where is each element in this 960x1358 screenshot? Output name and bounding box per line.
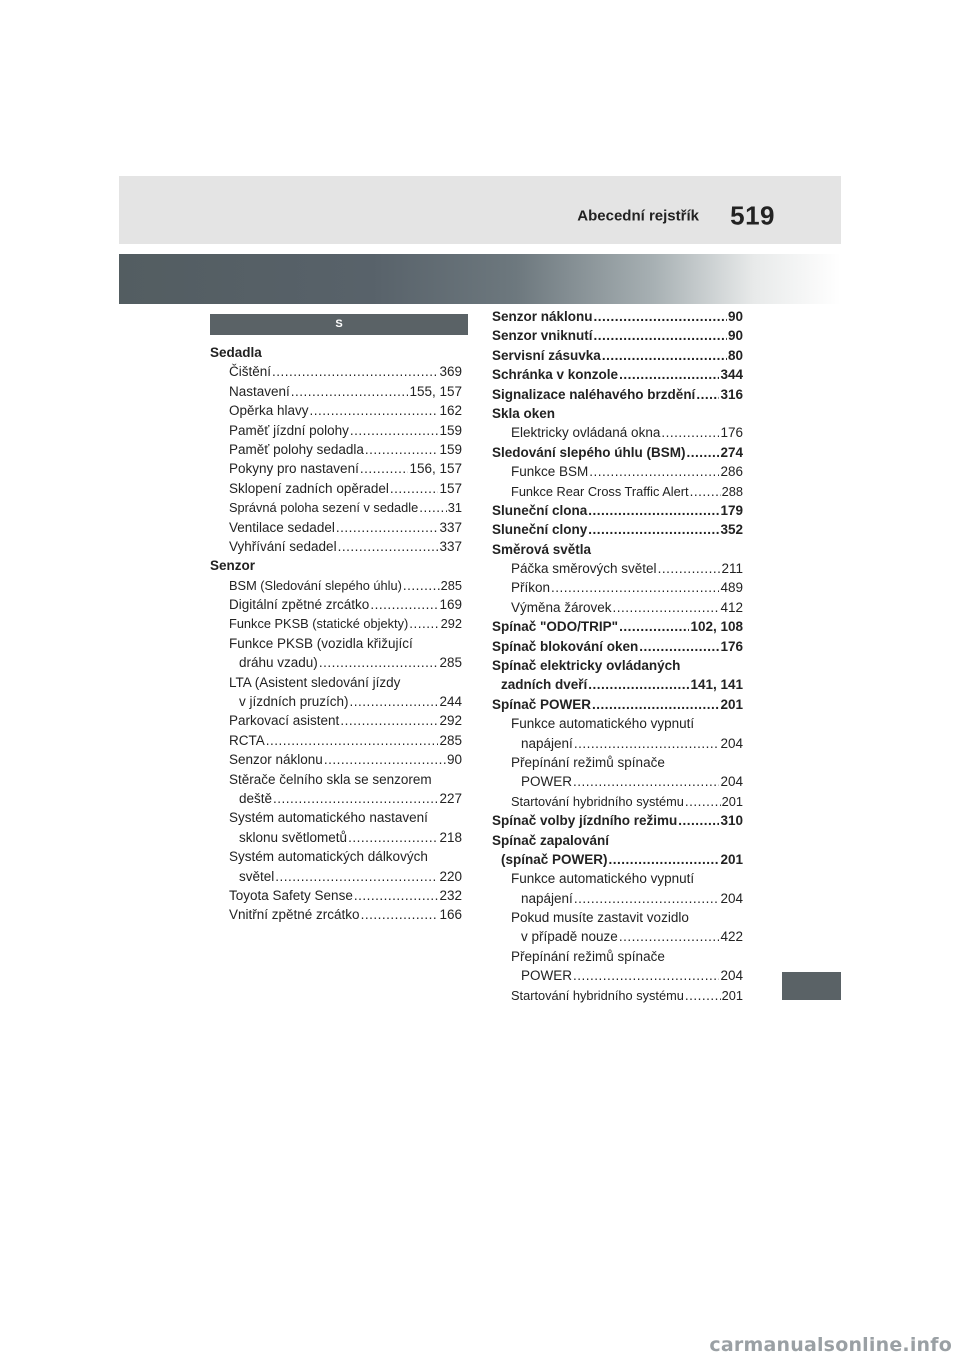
index-entry-term: v případě nouze	[521, 929, 618, 945]
index-entry	[492, 365, 743, 384]
index-entry-term: Výměna žárovek	[511, 599, 612, 615]
dot-leader	[370, 595, 438, 614]
index-entry-pages: 201	[720, 696, 743, 712]
index-column-right	[492, 307, 743, 1005]
index-entry-term: Toyota Safety Sense	[229, 887, 353, 903]
index-entry	[210, 653, 462, 672]
index-entry-pages: 166	[439, 907, 462, 923]
dot-leader	[588, 675, 689, 694]
index-entry-pages: 176	[720, 425, 743, 441]
index-entry	[492, 482, 743, 501]
index-entry	[492, 675, 743, 694]
dot-leader	[336, 518, 439, 537]
index-entry	[210, 362, 462, 381]
dot-leader	[589, 462, 719, 481]
index-entry	[210, 401, 462, 420]
index-entry-term: Elektricky ovládaná okna	[511, 425, 661, 441]
index-entry	[210, 343, 462, 362]
index-entry	[492, 307, 743, 326]
index-entry	[492, 850, 743, 869]
dot-leader	[350, 692, 439, 711]
index-entry-pages: 412	[720, 599, 743, 615]
dot-leader	[275, 867, 438, 886]
index-entry-pages: 159	[439, 441, 462, 457]
dot-leader	[403, 576, 440, 595]
dot-leader	[361, 905, 439, 924]
dot-leader	[639, 637, 719, 656]
dot-leader	[609, 850, 720, 869]
index-entry-term: Páčka směrových světel	[511, 561, 657, 577]
dot-leader	[678, 811, 719, 830]
index-entry	[210, 479, 462, 498]
dot-leader	[696, 385, 719, 404]
index-entry-term: Spínač volby jízdního režimu	[492, 813, 678, 829]
index-entry	[492, 598, 743, 617]
dot-leader	[658, 559, 721, 578]
index-entry-term: Sedadla	[210, 344, 262, 360]
index-entry	[492, 966, 743, 985]
index-entry-pages: 156, 157	[409, 461, 462, 477]
index-entry-term: dráhu vzadu)	[239, 655, 318, 671]
index-entry-pages: 369	[439, 364, 462, 380]
index-entry	[492, 346, 743, 365]
index-entry	[492, 501, 743, 520]
index-entry-term: sklonu světlometů	[239, 829, 348, 845]
index-entry	[210, 576, 462, 595]
page-number: 519	[730, 200, 775, 231]
index-entry	[492, 753, 743, 772]
index-entry-pages: 204	[720, 774, 743, 790]
index-entry-term: v jízdních pruzích)	[239, 694, 349, 710]
index-entry-pages: 316	[720, 386, 743, 402]
index-entry	[210, 750, 462, 769]
index-entry	[492, 559, 743, 578]
index-entry-term: Příkon	[511, 580, 551, 596]
index-entry-term: LTA (Asistent sledování jízdy	[229, 674, 401, 690]
index-entry-term: Paměť polohy sedadla	[229, 441, 364, 457]
index-entry	[492, 947, 743, 966]
index-entry-pages: 204	[720, 890, 743, 906]
index-entry	[210, 886, 462, 905]
index-entry	[210, 537, 462, 556]
index-entry	[210, 789, 462, 808]
dot-leader	[685, 986, 721, 1005]
index-entry-term: Přepínání režimů spínače	[511, 754, 665, 770]
index-column-left	[210, 343, 462, 925]
chapter-side-tab	[782, 972, 841, 1000]
index-entry	[492, 811, 743, 830]
index-entry-pages: 31	[447, 500, 462, 516]
index-entry-pages: 211	[721, 561, 743, 577]
dot-leader	[592, 695, 719, 714]
index-entry-term: Čištění	[229, 364, 272, 380]
index-entry-pages: 157	[439, 480, 462, 496]
index-entry-pages: 337	[439, 538, 462, 554]
index-entry-pages: 90	[727, 308, 743, 324]
index-entry-pages: 218	[439, 829, 462, 845]
dot-leader	[324, 750, 446, 769]
index-entry-pages: 285	[439, 655, 462, 671]
index-entry	[492, 695, 743, 714]
index-entry	[492, 385, 743, 404]
index-entry	[210, 421, 462, 440]
index-entry-term: Systém automatických dálkových	[229, 849, 428, 865]
dot-leader	[365, 440, 439, 459]
dot-leader	[619, 617, 689, 636]
dot-leader	[687, 443, 720, 462]
header-gradient-band	[119, 254, 841, 304]
dot-leader	[338, 537, 439, 556]
index-entry-term: Systém automatického nastavení	[229, 810, 428, 826]
index-entry-term: Funkce BSM	[511, 464, 589, 480]
index-entry-term: napájení	[521, 735, 573, 751]
index-entry-pages: 220	[439, 868, 462, 884]
index-entry-term: Skla oken	[492, 405, 556, 421]
index-entry-term: Signalizace naléhavého brzdění	[492, 386, 696, 402]
index-entry-term: Startování hybridního systému	[511, 987, 684, 1003]
dot-leader	[619, 927, 720, 946]
dot-leader	[419, 498, 447, 517]
index-entry-pages: 204	[720, 735, 743, 751]
index-entry	[210, 382, 462, 401]
index-entry-term: napájení	[521, 890, 573, 906]
index-entry-pages: 310	[720, 813, 743, 829]
index-entry-term: Pokyny pro nastavení	[229, 461, 359, 477]
index-entry-pages: 422	[720, 929, 743, 945]
index-entry	[210, 847, 462, 866]
index-entry-term: Vnitřní zpětné zrcátko	[229, 907, 360, 923]
dot-leader	[354, 886, 439, 905]
index-entry	[492, 831, 743, 850]
index-entry-pages: 285	[439, 732, 462, 748]
index-entry-pages: 244	[439, 694, 462, 710]
index-entry-pages: 227	[439, 790, 462, 806]
index-entry-pages: 169	[439, 597, 462, 613]
index-entry-term: Senzor vniknutí	[492, 328, 593, 344]
index-entry-term: Směrová světla	[492, 541, 592, 557]
dot-leader	[574, 734, 720, 753]
index-entry	[492, 772, 743, 791]
index-entry-term: Nastavení	[229, 383, 290, 399]
index-entry-pages: 90	[727, 328, 743, 344]
index-entry-term: Parkovací asistent	[229, 713, 340, 729]
index-entry-pages: 141, 141	[690, 677, 743, 693]
dot-leader	[390, 479, 439, 498]
index-entry-pages: 102, 108	[690, 619, 743, 635]
index-entry-term: Pokud musíte zastavit vozidlo	[511, 910, 689, 926]
index-entry-term: Spínač blokování oken	[492, 638, 639, 654]
index-entry-term: Přepínání režimů spínače	[511, 948, 665, 964]
index-entry	[210, 905, 462, 924]
index-entry-pages: 288	[721, 483, 743, 499]
index-entry-term: POWER	[521, 968, 573, 984]
dot-leader	[319, 653, 439, 672]
index-entry-term: Sluneční clona	[492, 502, 588, 518]
index-entry-pages: 176	[720, 638, 743, 654]
dot-leader	[574, 889, 720, 908]
index-entry-term: deště	[239, 790, 273, 806]
page-header	[119, 176, 841, 244]
index-entry-pages: 179	[720, 502, 743, 518]
index-entry-term: Schránka v konzole	[492, 367, 619, 383]
index-entry	[492, 637, 743, 656]
index-entry-term: Spínač elektricky ovládaných	[492, 658, 681, 674]
index-entry-pages: 80	[727, 347, 743, 363]
index-entry-term: Senzor	[210, 558, 256, 574]
index-entry-pages: 201	[720, 851, 743, 867]
index-entry	[210, 808, 462, 827]
dot-leader	[619, 365, 719, 384]
index-entry-pages: 201	[721, 793, 743, 809]
dot-leader	[594, 326, 727, 345]
index-entry	[492, 986, 743, 1005]
index-entry-pages: 204	[720, 968, 743, 984]
index-entry-term: Funkce automatického vypnutí	[511, 716, 695, 732]
index-entry	[210, 459, 462, 478]
index-entry-term: Spínač "ODO/TRIP"	[492, 619, 619, 635]
index-entry	[492, 540, 743, 559]
index-entry-pages: 489	[720, 580, 743, 596]
index-entry-pages: 274	[720, 444, 743, 460]
dot-leader	[272, 362, 438, 381]
index-entry-term: Funkce PKSB (statické objekty)	[229, 616, 409, 632]
index-entry	[210, 614, 462, 633]
index-entry	[492, 869, 743, 888]
index-entry-term: Startování hybridního systému	[511, 793, 684, 809]
index-entry	[210, 498, 462, 517]
dot-leader	[348, 828, 438, 847]
index-entry	[492, 928, 743, 947]
index-entry-term: zadních dveří	[501, 677, 588, 693]
index-entry-term: BSM (Sledování slepého úhlu)	[229, 577, 402, 593]
index-entry-term: Ventilace sedadel	[229, 519, 335, 535]
index-entry	[492, 792, 743, 811]
index-entry	[492, 462, 743, 481]
index-entry-term: Sklopení zadních opěradel	[229, 480, 389, 496]
index-entry	[210, 595, 462, 614]
index-entry-term: světel	[239, 868, 275, 884]
index-entry	[492, 326, 743, 345]
index-entry	[492, 908, 743, 927]
index-entry-pages: 201	[721, 987, 743, 1003]
index-entry-term: Sluneční clony	[492, 522, 588, 538]
dot-leader	[266, 731, 439, 750]
index-entry-pages: 344	[720, 367, 743, 383]
dot-leader	[409, 614, 439, 633]
index-entry-pages: 159	[439, 422, 462, 438]
index-entry-term: Sledování slepého úhlu (BSM)	[492, 444, 686, 460]
index-entry-term: Funkce PKSB (vozidla křižující	[229, 635, 413, 651]
index-entry	[210, 673, 462, 692]
index-entry-term: Funkce Rear Cross Traffic Alert	[511, 483, 689, 499]
dot-leader	[273, 789, 438, 808]
header-title: Abecední rejstřík	[577, 207, 699, 225]
index-entry	[492, 714, 743, 733]
index-entry-pages: 286	[720, 464, 743, 480]
index-entry-term: Vyhřívání sedadel	[229, 538, 337, 554]
section-letter-bar	[210, 314, 468, 335]
dot-leader	[573, 966, 719, 985]
dot-leader	[350, 421, 439, 440]
dot-leader	[690, 482, 721, 501]
index-entry	[492, 423, 743, 442]
index-entry-term: RCTA	[229, 732, 265, 748]
dot-leader	[661, 423, 719, 442]
dot-leader	[613, 598, 720, 617]
dot-leader	[340, 711, 438, 730]
index-entry-pages: 232	[439, 887, 462, 903]
index-entry	[492, 617, 743, 636]
index-entry	[492, 404, 743, 423]
index-entry	[210, 711, 462, 730]
dot-leader	[588, 501, 719, 520]
index-entry-term: Servisní zásuvka	[492, 347, 601, 363]
dot-leader	[588, 520, 719, 539]
section-letter: S	[335, 318, 343, 330]
index-entry	[492, 443, 743, 462]
index-entry-term: Senzor náklonu	[492, 308, 593, 324]
dot-leader	[594, 307, 727, 326]
index-entry	[210, 518, 462, 537]
index-entry	[210, 692, 462, 711]
index-entry	[492, 656, 743, 675]
index-entry-term: Opěrka hlavy	[229, 403, 309, 419]
index-entry-pages: 352	[720, 522, 743, 538]
index-entry	[492, 889, 743, 908]
index-entry-pages: 155, 157	[409, 383, 462, 399]
index-entry-term: Senzor náklonu	[229, 752, 323, 768]
index-entry-pages: 292	[439, 713, 462, 729]
index-entry-term: Paměť jízdní polohy	[229, 422, 349, 438]
dot-leader	[551, 578, 719, 597]
index-entry	[210, 828, 462, 847]
index-entry-pages: 90	[446, 752, 462, 768]
index-entry-pages: 285	[440, 577, 462, 593]
dot-leader	[360, 459, 409, 478]
dot-leader	[573, 772, 719, 791]
index-entry-term: Stěrače čelního skla se senzorem	[229, 771, 432, 787]
index-entry	[210, 556, 462, 575]
index-entry-term: POWER	[521, 774, 573, 790]
index-entry	[210, 770, 462, 789]
index-entry-pages: 292	[440, 616, 462, 632]
dot-leader	[685, 792, 721, 811]
index-entry-term: Správná poloha sezení v sedadle	[229, 500, 419, 516]
index-entry	[492, 734, 743, 753]
index-entry-term: Spínač POWER	[492, 696, 592, 712]
index-entry	[492, 520, 743, 539]
index-entry	[210, 867, 462, 886]
index-entry	[210, 634, 462, 653]
index-entry	[492, 578, 743, 597]
index-entry	[210, 731, 462, 750]
index-entry-term: Digitální zpětné zrcátko	[229, 597, 370, 613]
dot-leader	[291, 382, 409, 401]
dot-leader	[602, 346, 727, 365]
watermark-text: carmanualsonline.info	[709, 1334, 952, 1356]
index-entry-term: Funkce automatického vypnutí	[511, 871, 695, 887]
index-entry-pages: 162	[439, 403, 462, 419]
index-entry-term: (spínač POWER)	[501, 851, 608, 867]
index-entry-pages: 337	[439, 519, 462, 535]
dot-leader	[310, 401, 439, 420]
index-entry	[210, 440, 462, 459]
index-entry-term: Spínač zapalování	[492, 832, 610, 848]
